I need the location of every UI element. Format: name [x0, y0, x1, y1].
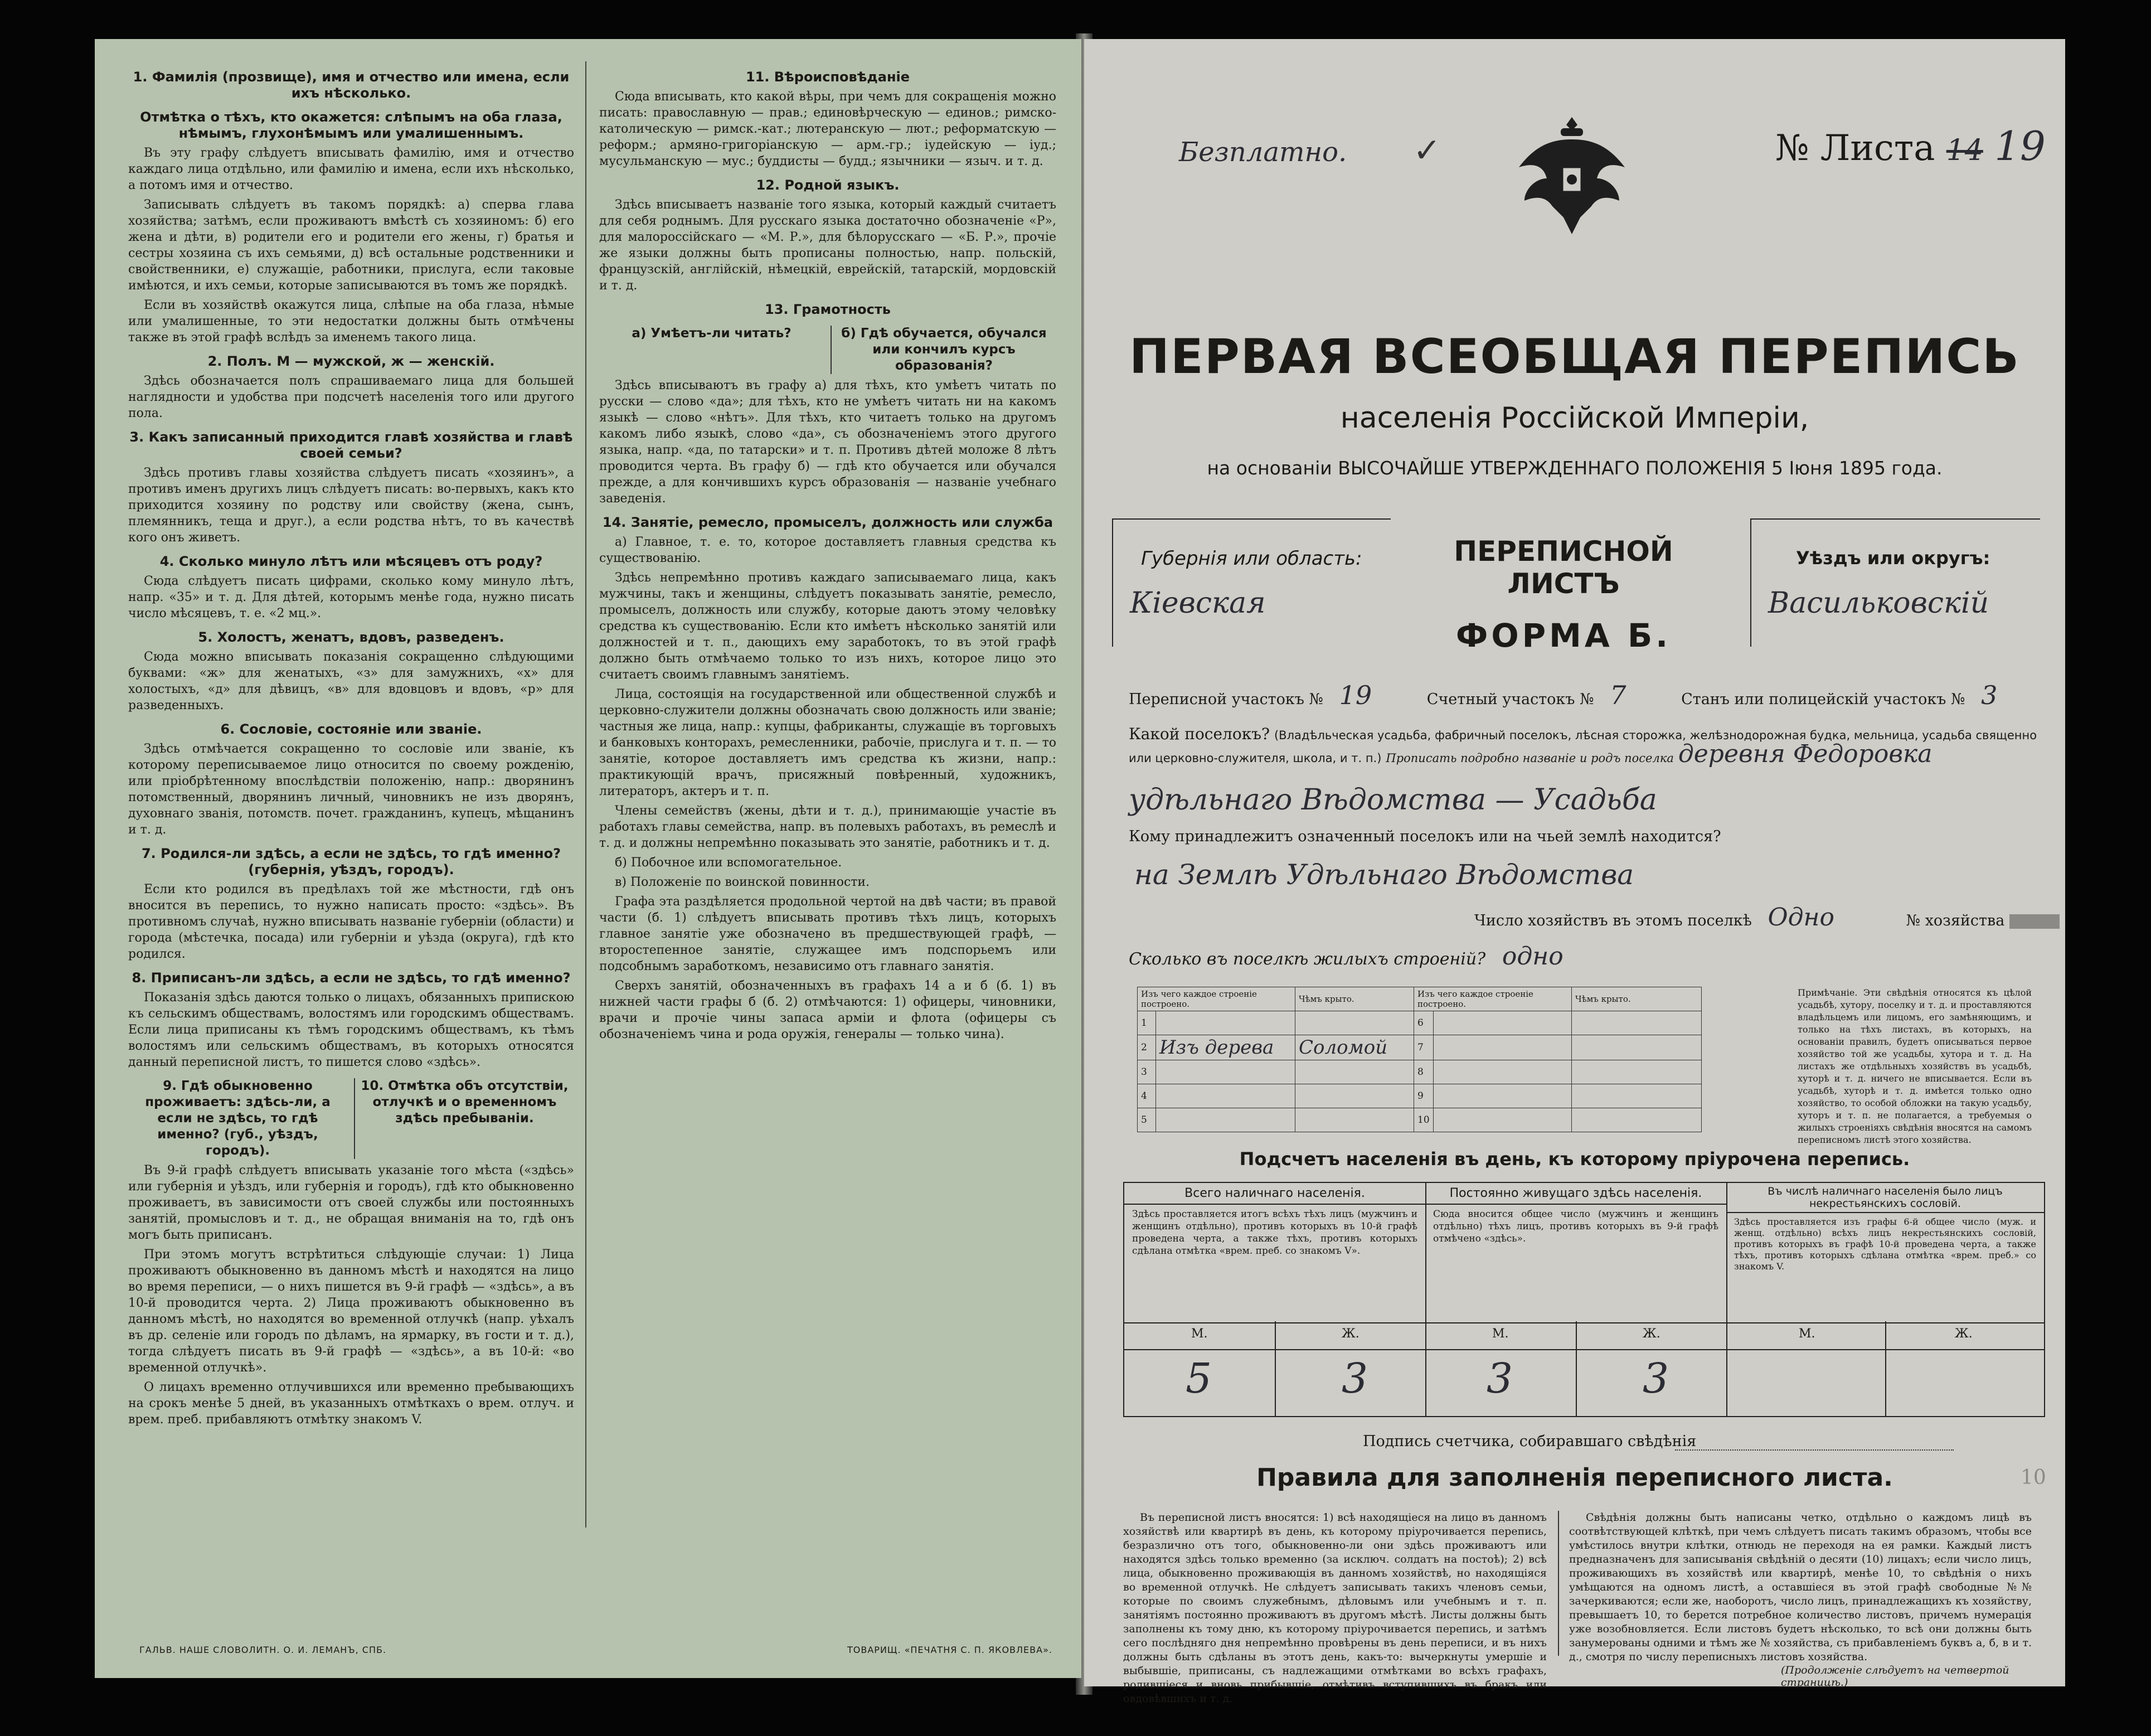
instruction-paragraph: Здѣсь вписываетъ названіе того языка, который каждый считаетъ для себя роднымъ. Для русскаго языка достаточно обозначеніе «Р», для малороссійскаго — «М. Р.», для бѣлорусскаго — «Б. Р.», прочіе же языки должны быть прописаны полностью, напр. польскій, французскій, англійскій, нѣмецкій, еврейскій, татарскій, мордовскій и т. д.	[599, 198, 1056, 293]
guberniya-label: Губернія или область:	[1141, 547, 1362, 570]
poselok-value-2: удѣльнаго Вѣдомства — Усадьба	[1129, 783, 1657, 817]
zh-label-3: Ж.	[1955, 1327, 1973, 1341]
stan-value: 3	[1981, 680, 1998, 710]
instruction-paragraph: Члены семействъ (жены, дѣти и т. д.), принимающіе участіе въ работахъ главы семейства, напр. въ полевыхъ работахъ, въ ремеслѣ и т. д. и должны непремѣнно показывать это занятіе, работникъ и т. д.	[599, 804, 1056, 850]
check-mark: ✓	[1413, 131, 1441, 170]
households-label: Число хозяйствъ въ этомъ поселкѣ	[1474, 912, 1752, 929]
households-row	[1474, 903, 2060, 932]
instruction-paragraph: Показанія здѣсь даются только о лицахъ, обязанныхъ припискою къ сельскимъ обществамъ, волостямъ или городскимъ обществамъ. Если лица приписаны къ тѣмъ городскимъ обществамъ, къ тѣмъ волостямъ или сельскимъ обществамъ, въ которыхъ относятся данный переписной листъ, то пишется слово «здѣсь».	[128, 991, 574, 1069]
instruction-paragraph: Если кто родился въ предѣлахъ той же мѣстности, гдѣ онъ вносится въ перепись, то нужно написать просто: «здѣсь». Въ противномъ случаѣ, нужно вписывать названіе губерніи (области) и города (мѣстечка, посада) или губерніи и уѣзда (округа), гдѣ кто родился.	[128, 882, 574, 961]
section-heading: а) Умѣетъ-ли читать?	[632, 326, 792, 341]
col-head-material: Изъ чего каждое строеніе построено.	[1138, 987, 1295, 1011]
section-heading: 4. Сколько минуло лѣтъ или мѣсяцевъ отъ роду?	[159, 554, 543, 569]
instruction-paragraph: Лица, состоящія на государственной или общественной службѣ и церковно-служители должны обозначать свою должность или званіе; частныя же лица, напр.: купцы, фабриканты, служащіе въ торговыхъ и банковыхъ конторахъ, ремесленники, рабочіе, прислуга и т. п. — то занятіе, которое доставляетъ имъ средства къ жизни, напр.: практикующій врачъ, присяжный повѣренный, художникъ, литераторъ, актеръ и т. п.	[599, 687, 1056, 798]
instruction-paragraph: Сюда вписывать, кто какой вѣры, при чемъ для сокращенія можно писать: православную — прав.; единовѣрческую — единов.; римско-католическую — римск.-кат.; лютеранскую — лют.; реформатскую — реформ.; армяно-григоріанскую — арм.-гр.; іудейскую — іуд.; мусульманскую — мус.; буддисты — будд.; язычники — языч. и т. д.	[599, 90, 1056, 168]
instruction-paragraph: Записывать слѣдуетъ въ такомъ порядкѣ: а) сперва глава хозяйства; затѣмъ, если проживаютъ вмѣстѣ съ хозяиномъ: б) его жена и дѣти, в) родители его и родители его жены, г) братья и сестры хозяина съ ихъ семьями, д) всѣ остальные родственники и свойственники, е) служащіе, работники, прислуга, если таковые имѣются, и ихъ семьи, которые записываются въ томъ же порядкѣ.	[128, 198, 574, 293]
instruction-paragraph: а) Главное, т. е. то, которое доставляетъ главныя средства къ существованію.	[599, 535, 1056, 565]
instruction-paragraph: Здѣсь обозначается полъ спрашиваемаго лица для большей наглядности и удобства при подсчетѣ населенія того или другого пола.	[128, 374, 574, 420]
poselok-label: Какой поселокъ?	[1129, 725, 1270, 743]
total-male-count: 5	[1186, 1355, 1212, 1403]
left-page	[95, 39, 1081, 1678]
row-num: 2	[1138, 1035, 1156, 1060]
section-heading: 1. Фамилія (прозвище), имя и отчество или имена, если ихъ нѣсколько.	[133, 69, 570, 101]
row2-material: Изъ дерева	[1156, 1035, 1295, 1060]
uchastok-label: Переписной участокъ №	[1129, 691, 1324, 708]
section-heading-pair	[599, 326, 1056, 374]
instruction-paragraph: Здѣсь противъ главы хозяйства слѣдуетъ писать «хозяинъ», а противъ именъ другихъ лицъ слѣдуетъ писать: во-первыхъ, какъ кто приходится хозяину по родству или свойству (жена, сынъ, племянникъ, теща и друг.), а если родства нѣтъ, то въ качествѣ кого онъ живетъ.	[128, 466, 574, 545]
uchastok-row	[1129, 680, 2048, 710]
m-label-3: М.	[1799, 1327, 1815, 1341]
instruction-paragraph: При этомъ могутъ встрѣтиться слѣдующіе случаи: 1) Лица проживаютъ обыкновенно въ данномъ мѣстѣ и находятся на лицо во время переписи, — о нихъ пишется въ 9-й графѣ — «здѣсь», а въ 10-й проводится черта. 2) Лица проживаютъ обыкновенно въ данномъ мѣстѣ, но находятся во временной отлучкѣ (напр. уѣхалъ въ др. селеніе или городъ по дѣламъ, на ярмарку, въ гости и т. д.), тогда слѣдуетъ писать въ 9-й графѣ — «здѣсь», а въ 10-й: «во временной отлучкѣ».	[128, 1248, 574, 1375]
sheet-number	[1775, 123, 2046, 169]
rules-title: Правила для заполненія переписного листа.	[1256, 1463, 1893, 1492]
row-num: 10	[1414, 1108, 1434, 1132]
section-heading: 10. Отмѣтка объ отсутствіи, отлучкѣ и о временномъ здѣсь пребываніи.	[354, 1078, 574, 1159]
printer-imprint-right: ТОВАРИЩ. «ПЕЧАТНЯ С. П. ЯКОВЛЕВА».	[847, 1645, 1052, 1655]
households-value: Одно	[1768, 903, 1834, 932]
sheet-number-value: 19	[1994, 123, 2046, 169]
section-heading: Отмѣтка о тѣхъ, кто окажется: слѣпымъ на оба глаза, нѣмымъ, глухонѣмымъ или умалишеннымъ.	[140, 109, 562, 141]
buildings-table	[1137, 987, 1702, 1132]
row-num: 8	[1414, 1060, 1434, 1084]
form-title	[1407, 535, 1720, 654]
uezd-label: Уѣздъ или округъ:	[1796, 547, 1990, 569]
printer-imprint-left: ГАЛЬВ. НАШЕ СЛОВОЛИТН. О. И. ЛЕМАНЪ, СПБ.	[139, 1645, 387, 1655]
m-label-1: М.	[1191, 1327, 1208, 1341]
row-num: 4	[1138, 1084, 1156, 1108]
poselok-hint: (Владѣльческая усадьба, фабричный поселокъ, лѣсная сторожка, желѣзнодорожная будка, мельница, усадьба священно или церковно-служителя, школа, и т. п.)	[1129, 729, 2037, 765]
section-heading: 6. Сословіе, состояніе или званіе.	[220, 721, 482, 737]
total-female-count: 3	[1342, 1355, 1368, 1403]
right-page	[1084, 39, 2065, 1705]
population-count-table	[1123, 1182, 2045, 1323]
count-title: Подсчетъ населенія въ день, къ которому пріурочена перепись.	[1239, 1148, 1910, 1170]
column-divider	[585, 61, 586, 1528]
count-head-1: Всего наличнаго населенія.	[1124, 1183, 1425, 1205]
instruction-paragraph: Если въ хозяйствѣ окажутся лица, слѣпые на оба глаза, нѣмые или умалишенные, то эти недостатки должны быть отмѣчены также въ этой графѣ вслѣдъ за именемъ такого лица.	[128, 298, 574, 345]
section-heading: 2. Полъ. М — мужской, ж — женскій.	[207, 353, 495, 369]
census-basis: на основаніи ВЫСОЧАЙШЕ УТВЕРЖДЕННАГО ПОЛОЖЕНІЯ 5 Іюня 1895 года.	[1207, 457, 1943, 479]
form-title-line-1: ПЕРЕПИСНОЙ ЛИСТЪ	[1454, 535, 1673, 600]
instruction-paragraph: Въ 9-й графѣ слѣдуетъ вписывать указаніе того мѣста («здѣсь» или губернія и уѣздъ, или губернія и городъ), гдѣ кто обыкновенно проживаетъ, въ зависимости отъ своей службы или постоянныхъ занятій, промысловъ и т. д., не обращая вниманія на то, гдѣ онъ могъ быть приписанъ.	[128, 1163, 574, 1242]
count-desc-3: Здѣсь проставляется изъ графы 6-й общее число (муж. и женщ. отдѣльно) всѣхъ лицъ некрестьянскихъ сословій, противъ которыхъ въ графѣ 10-й проведена черта, а также тѣхъ, противъ которыхъ сдѣлана отмѣтка «врем. преб.» со знакомъ V.	[1734, 1216, 2036, 1272]
guberniya-value: Кіевская	[1130, 586, 1266, 620]
row2-roof: Соломой	[1295, 1035, 1414, 1060]
row-num: 5	[1138, 1108, 1156, 1132]
row-num: 1	[1138, 1011, 1156, 1035]
household-no-value	[2009, 914, 2060, 929]
form-title-line-2: ФОРМА Б.	[1455, 617, 1672, 654]
continued-note: (Продолженіе слѣдуетъ на четвертой страницѣ.)	[1781, 1664, 2009, 1689]
section-heading: 8. Приписанъ-ли здѣсь, а если не здѣсь, то гдѣ именно?	[132, 970, 571, 986]
schet-value: 7	[1610, 680, 1626, 710]
row-num: 9	[1414, 1084, 1434, 1108]
schet-label: Счетный участокъ №	[1426, 691, 1594, 708]
row-num: 7	[1414, 1035, 1434, 1060]
imperial-eagle-emblem	[1513, 106, 1630, 240]
instructions-column-1	[128, 61, 574, 1431]
buildings-note: Примѣчаніе. Эти свѣдѣнія относятся къ цѣлой усадьбѣ, хутору, поселку и т. д. и проставляются владѣльцемъ или лицомъ, его замѣняющимъ, и только на тѣхъ листахъ, въ которыхъ, на основаніи правилъ, будетъ описываться первое хозяйство той же усадьбы, хутора и т. д. На листахъ же отдѣльныхъ хозяйствъ въ усадьбѣ, хуторѣ и т. д. ничего не вписывается. Если въ усадьбѣ, хуторѣ и т. д. имѣется только одно хозяйство, то особой обложки на такую усадьбу, хуторъ и т. п. не полагается, а требуемыя о жилыхъ строеніяхъ свѣдѣнія вносятся на самомъ переписномъ листѣ этого хозяйства.	[1798, 987, 2032, 1145]
margin-number: 10	[2021, 1466, 2046, 1489]
section-heading: б) Гдѣ обучается, обучался или кончилъ курсъ образованія?	[831, 326, 1056, 374]
section-heading-pair	[128, 1078, 574, 1159]
permanent-female-count: 3	[1643, 1355, 1669, 1403]
sheet-number-label: № Листа	[1775, 128, 1935, 169]
section-heading: 3. Какъ записанный приходится главѣ хозяйства и главѣ своей семьи?	[129, 429, 573, 461]
row-num: 3	[1138, 1060, 1156, 1084]
rules-divider	[1558, 1511, 1559, 1656]
dwellings-label: Сколько въ поселкѣ жилыхъ строеній?	[1129, 949, 1486, 969]
poselok-row	[1129, 725, 2048, 768]
section-heading: 14. Занятіе, ремесло, промыселъ, должность или служба	[602, 515, 1053, 530]
household-no-label: № хозяйства	[1906, 912, 2005, 929]
instruction-paragraph: О лицахъ временно отлучившихся или временно пребывающихъ на срокъ менѣе 5 дней, въ указанныхъ отмѣткахъ о врем. отлуч. и врем. преб. прибавляютъ отмѣтку знакомъ V.	[128, 1380, 574, 1427]
signature-line	[1675, 1449, 1954, 1451]
uchastok-value: 19	[1339, 680, 1372, 710]
count-desc-2: Сюда вносится общее число (мужчинъ и женщинъ отдѣльно) тѣхъ лицъ, противъ которыхъ въ 9-й графѣ отмѣчено «здѣсь».	[1433, 1209, 1718, 1244]
enumerator-signature-label: Подпись счетчика, собиравшаго свѣдѣнія	[1363, 1433, 1697, 1450]
m-label-2: М.	[1492, 1327, 1509, 1341]
census-subtitle: населенія Россійской Имперіи,	[1340, 401, 1809, 435]
zh-label-2: Ж.	[1643, 1327, 1660, 1341]
instruction-paragraph: в) Положеніе по воинской повинности.	[615, 875, 870, 889]
uezd-box	[1750, 518, 2040, 647]
instruction-paragraph: Здѣсь непремѣнно противъ каждаго записываемаго лица, какъ мужчины, такъ и женщины, слѣдуетъ показывать занятіе, ремесло, промыселъ, должность или службу, которые даютъ этому человѣку средства къ существованію. Если кто имѣетъ нѣсколько занятій или должностей и т. п., дающихъ ему заработокъ, то въ этой графѣ должно быть отмѣчаемо только то изъ нихъ, которое лицо это считаетъ своимъ главнымъ занятіемъ.	[599, 571, 1056, 682]
instruction-paragraph: б) Побочное или вспомогательное.	[615, 856, 842, 870]
poselok-value-1: деревня Федоровка	[1678, 740, 1932, 768]
free-label: Безплатно.	[1179, 137, 1347, 168]
rules-left-text: Въ переписной листъ вносятся: 1) всѣ находящіеся на лицо въ данномъ хозяйствѣ или квартирѣ въ день, къ которому пріурочивается перепись, безразлично отъ того, обыкновенно-ли они здѣсь проживаютъ или находятся здѣсь только временно (за исключ. солдатъ на постоѣ); 2) всѣ лица, обыкновенно проживающія въ данномъ хозяйствѣ, но находящіяся во временной отлучкѣ. Не слѣдуетъ записывать такихъ членовъ семьи, которые по своимъ служебнымъ, дѣловымъ или учебнымъ и т. п. занятіямъ постоянно проживаютъ въ другомъ мѣстѣ. Листы должны быть заполнены къ тому дню, къ которому пріурочивается перепись, и затѣмъ сего послѣдняго дня непремѣнно провѣрены въ день переписи, и въ нихъ должны быть сдѣланы въ этотъ день, какъ-то: вычеркнуты умершіе и выбывшіе, приписаны, съ надлежащими отмѣтками во всѣхъ графахъ, родившіеся и вновь прибывшіе, отмѣтивъ вступившихъ въ бракъ или овдовѣвшихъ и т. д.	[1123, 1511, 1547, 1705]
owner-value: на Землѣ Удѣльнаго Вѣдомства	[1134, 859, 1634, 891]
instruction-paragraph: Графа эта раздѣляется продольной чертой на двѣ части; въ правой части (б. 1) слѣдуетъ вписывать противъ тѣхъ лицъ, которыхъ главное занятіе уже обозначено въ предшествующей графѣ, — второстепенное занятіе, служащее имъ подспорьемъ или подсобнымъ заработкомъ, независимо отъ главнаго занятія.	[599, 895, 1056, 973]
section-heading: 5. Холостъ, женатъ, вдовъ, разведенъ.	[198, 629, 504, 645]
section-heading: 12. Родной языкъ.	[756, 177, 900, 193]
section-heading: 9. Гдѣ обыкновенно проживаетъ: здѣсь-ли, а если не здѣсь, то гдѣ именно? (губ., уѣздъ, городъ).	[145, 1079, 331, 1158]
count-desc-1: Здѣсь проставляется итогъ всѣхъ тѣхъ лицъ (мужчинъ и женщинъ отдѣльно), противъ которыхъ въ 10-й графѣ проведена черта, а также тѣхъ, противъ которыхъ сдѣлана отмѣтка «врем. преб. со знакомъ V».	[1132, 1209, 1417, 1257]
uezd-value: Васильковскій	[1768, 586, 1989, 620]
col-head-roof: Чѣмъ крыто.	[1295, 987, 1414, 1011]
zh-label-1: Ж.	[1342, 1327, 1359, 1341]
sheet-number-struck: 14	[1946, 134, 1983, 167]
count-values-table	[1123, 1321, 2045, 1417]
section-heading: 11. Вѣроисповѣданіе	[745, 69, 910, 85]
instruction-paragraph: Сюда слѣдуетъ писать цифрами, сколько кому минуло лѣтъ, напр. «35» и т. д. Для дѣтей, которымъ менѣе года, нужно писать число мѣсяцевъ, т. е. «2 мц.».	[128, 574, 574, 620]
poselok-hint-2: Прописать подробно названіе и родъ поселка	[1386, 751, 1674, 765]
instruction-paragraph: Въ эту графу слѣдуетъ вписывать фамилію, имя и отчество каждаго лица отдѣльно, или фамилію и имена, если ихъ нѣсколько, а потомъ имя и отчество.	[128, 146, 574, 192]
dwellings-row	[1129, 942, 1564, 971]
instruction-paragraph: Сюда можно вписывать показанія сокращенно слѣдующими буквами: «ж» для женатыхъ, «з» для замужнихъ, «х» для холостыхъ, «д» для дѣвицъ, «в» для вдовцовъ и вдовъ, «р» для разведенныхъ.	[128, 650, 574, 712]
stan-label: Станъ или полицейскій участокъ №	[1681, 691, 1965, 708]
col-head-material-2: Изъ чего каждое строеніе построено.	[1414, 987, 1572, 1011]
instruction-paragraph: Сверхъ занятій, обозначенныхъ въ графахъ 14 а и б (б. 1) въ нижней части графы б (б. 2) отмѣчаются: 1) офицеры, чиновники, врачи и прочіе чины запаса арміи и флота (офицеры съ обозначеніемъ чина и рода оружія, генералы — только чина).	[599, 979, 1056, 1041]
col-head-roof-2: Чѣмъ крыто.	[1572, 987, 1702, 1011]
section-heading: 7. Родился-ли здѣсь, а если не здѣсь, то гдѣ именно? (губернія, уѣздъ, городъ).	[141, 846, 561, 877]
instructions-column-2	[599, 61, 1056, 1046]
row-num: 6	[1414, 1011, 1434, 1035]
instruction-paragraph: Здѣсь отмѣчается сокращенно то сословіе или званіе, къ которому переписываемое лицо относится по своему рожденію, или пріобрѣтенному впослѣдствіи положенію, напр.: дворянинъ потомственный, дворянинъ личный, чиновникъ не изъ дворянъ, духовнаго званія, потомств. почет. гражданинъ, купецъ, мѣщанинъ и т. д.	[128, 742, 574, 837]
rules-right-text: Свѣдѣнія должны быть написаны четко, отдѣльно о каждомъ лицѣ въ соотвѣтствующей клѣткѣ, при чемъ слѣдуетъ писать такимъ образомъ, чтобы все умѣстилось внутри клѣтки, отнюдь не переходя на ея рамки. Каждый листъ предназначенъ для записыванія свѣдѣній о десяти (10) лицахъ; если число лицъ, проживающихъ въ хозяйствѣ или квартирѣ, менѣе 10, то свѣдѣнія о нихъ умѣщаются на одномъ листѣ, а оставшіеся въ этой графѣ свободные №№ зачеркиваются; если же, наоборотъ, число лицъ, принадлежащихъ къ хозяйству, превышаетъ 10, то берется потребное количество листовъ, причемъ нумерація уже возобновляется. Если листовъ будетъ нѣсколько, то всѣ они должны быть занумерованы одними и тѣмъ же № хозяйства, съ прибавленіемъ буквъ а, б, в и т. д., смотря по числу переписныхъ листовъ хозяйства.	[1569, 1511, 2032, 1663]
count-head-2: Постоянно живущаго здѣсь населенія.	[1425, 1183, 1726, 1205]
guberniya-box	[1112, 518, 1391, 647]
count-head-3: Въ числѣ наличнаго населенія было лицъ некрестьянскихъ сословій.	[1726, 1183, 2044, 1213]
owner-label: Кому принадлежитъ означенный поселокъ или на чьей землѣ находится?	[1129, 828, 1721, 845]
instruction-paragraph: Здѣсь вписываютъ въ графу а) для тѣхъ, кто умѣетъ читать по русски — слово «да»; для тѣхъ, кто не умѣетъ читать ни на какомъ языкѣ — слово «нѣтъ». Для тѣхъ, кто читаетъ только на другомъ какомъ либо языкѣ, слово «да», съ обозначеніемъ этого другого языка, напр. «да, по татарски» и т. п. Противъ дѣтей моложе 8 лѣтъ проводится черта. Въ графу б) — гдѣ кто обучается или обучался прежде, а для кончившихъ курсъ образованія — названіе учебнаго заведенія.	[599, 379, 1056, 506]
census-title: ПЕРВАЯ ВСЕОБЩАЯ ПЕРЕПИСЬ	[1129, 329, 2020, 385]
permanent-male-count: 3	[1487, 1355, 1513, 1403]
section-heading: 13. Грамотность	[765, 302, 891, 317]
dwellings-value: одно	[1502, 942, 1564, 971]
